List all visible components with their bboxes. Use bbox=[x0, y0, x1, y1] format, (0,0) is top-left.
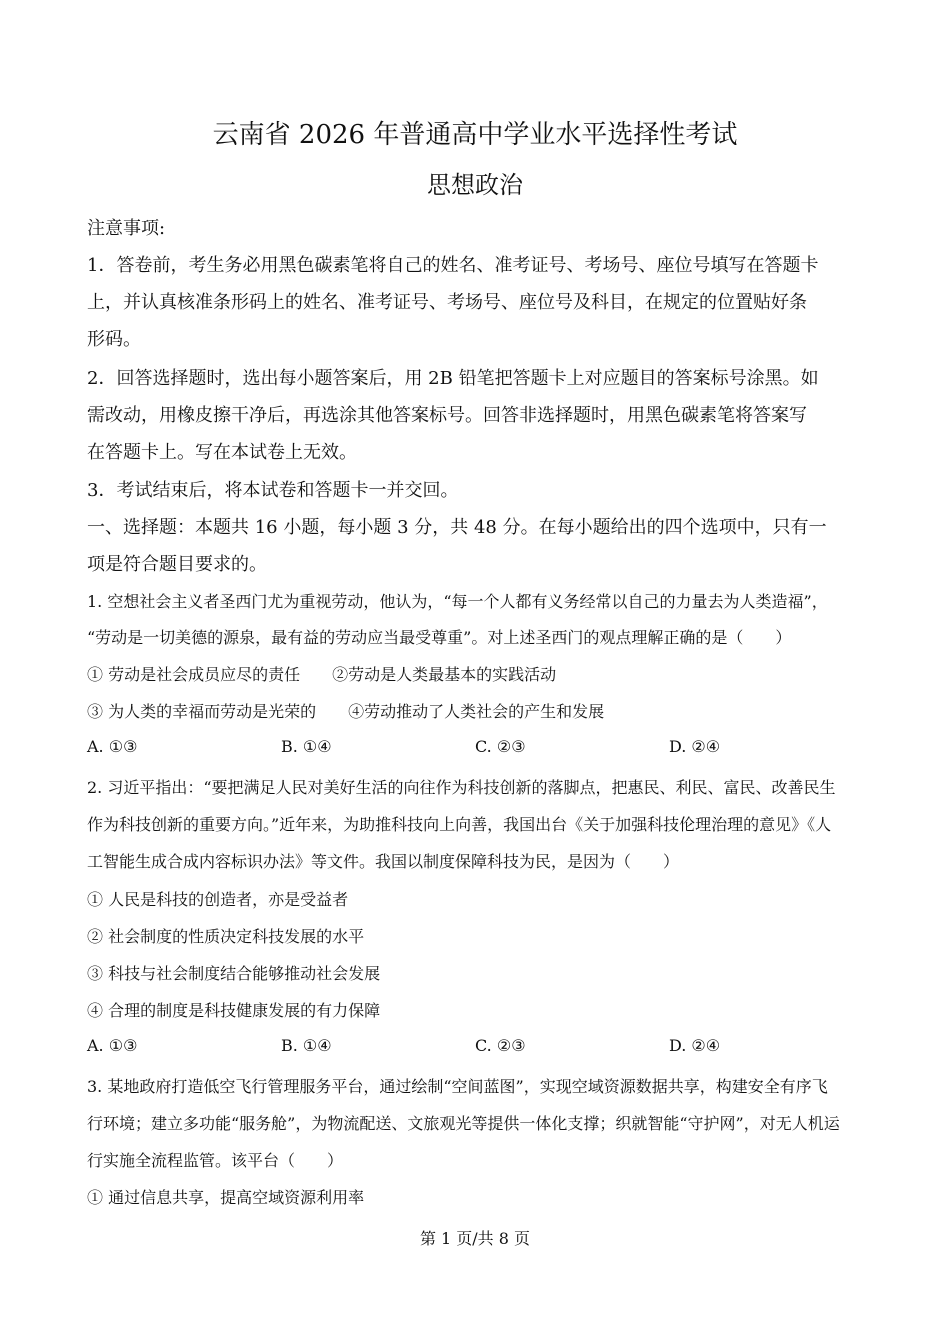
question-2-statement: ② 社会制度的性质决定科技发展的水平 bbox=[87, 927, 365, 946]
question-2-statement: ③ 科技与社会制度结合能够推动社会发展 bbox=[87, 964, 381, 983]
question-1-statements: ① 劳动是社会成员应尽的责任 ②劳动是人类最基本的实践活动 bbox=[87, 665, 557, 684]
notice-heading: 注意事项: bbox=[87, 218, 166, 239]
question-1-option-a: A. ①③ bbox=[87, 737, 138, 756]
section-heading: 一、选择题：本题共 16 小题，每小题 3 分，共 48 分。在每小题给出的四个选项中，只有一 bbox=[87, 517, 827, 538]
question-2-statement: ④ 合理的制度是科技健康发展的有力保障 bbox=[87, 1001, 381, 1020]
question-1-stem: 1. 空想社会主义者圣西门尤为重视劳动，他认为，“每一个人都有义务经常以自己的力量去为人类造福”， bbox=[87, 592, 828, 611]
question-2-stem: 2. 习近平指出：“要把满足人民对美好生活的向往作为科技创新的落脚点，把惠民、利民、富民、改善民生 bbox=[87, 778, 836, 797]
question-3-stem: 3. 某地政府打造低空飞行管理服务平台，通过绘制“空间蓝图”，实现空域资源数据共享，构建安全有序飞 bbox=[87, 1077, 828, 1096]
question-2-option-d: D. ②④ bbox=[669, 1036, 721, 1055]
section-heading: 项是符合题目要求的。 bbox=[87, 554, 267, 575]
question-3-statement: ① 通过信息共享，提高空域资源利用率 bbox=[87, 1188, 365, 1207]
notice-item-3: 3．考试结束后，将本试卷和答题卡一并交回。 bbox=[87, 480, 459, 501]
notice-item-1: 1．答卷前，考生务必用黑色碳素笔将自己的姓名、准考证号、考场号、座位号填写在答题卡 bbox=[87, 255, 819, 276]
question-1-statements: ③ 为人类的幸福而劳动是光荣的 ④劳动推动了人类社会的产生和发展 bbox=[87, 702, 605, 721]
page-number: 第 1 页/共 8 页 bbox=[419, 1229, 531, 1248]
question-1-option-b: B. ①④ bbox=[281, 737, 332, 756]
question-1-option-c: C. ②③ bbox=[475, 737, 526, 756]
question-3-stem: 行实施全流程监管。该平台（ ） bbox=[87, 1151, 344, 1170]
question-1-option-d: D. ②④ bbox=[669, 737, 721, 756]
question-2-statement: ① 人民是科技的创造者，亦是受益者 bbox=[87, 890, 349, 909]
notice-item-2: 2．回答选择题时，选出每小题答案后，用 2B 铅笔把答题卡上对应题目的答案标号涂黑。如 bbox=[87, 368, 819, 389]
question-1-stem: “劳动是一切美德的源泉，最有益的劳动应当最受尊重”。对上述圣西门的观点理解正确的是（ ） bbox=[87, 628, 792, 647]
exam-title: 云南省 2026 年普通高中学业水平选择性考试 bbox=[212, 120, 738, 150]
notice-item-2: 在答题卡上。写在本试卷上无效。 bbox=[87, 442, 357, 463]
question-3-stem: 行环境；建立多功能“服务舱”，为物流配送、文旅观光等提供一体化支撑；织就智能“守护网”，对无人机运 bbox=[87, 1114, 840, 1133]
question-2-option-a: A. ①③ bbox=[87, 1036, 138, 1055]
question-2-option-b: B. ①④ bbox=[281, 1036, 332, 1055]
subject-title: 思想政治 bbox=[427, 171, 523, 199]
question-2-stem: 工智能生成合成内容标识办法》等文件。我国以制度保障科技为民，是因为（ ） bbox=[87, 852, 680, 871]
question-2-stem: 作为科技创新的重要方向。”近年来，为助推科技向上向善，我国出台《关于加强科技伦理治理的意见》《人 bbox=[87, 815, 832, 834]
notice-item-1: 上，并认真核准条形码上的姓名、准考证号、考场号、座位号及科目，在规定的位置贴好条 bbox=[87, 292, 807, 313]
notice-item-1: 形码。 bbox=[87, 329, 141, 350]
question-2-option-c: C. ②③ bbox=[475, 1036, 526, 1055]
notice-item-2: 需改动，用橡皮擦干净后，再选涂其他答案标号。回答非选择题时，用黑色碳素笔将答案写 bbox=[87, 405, 807, 426]
